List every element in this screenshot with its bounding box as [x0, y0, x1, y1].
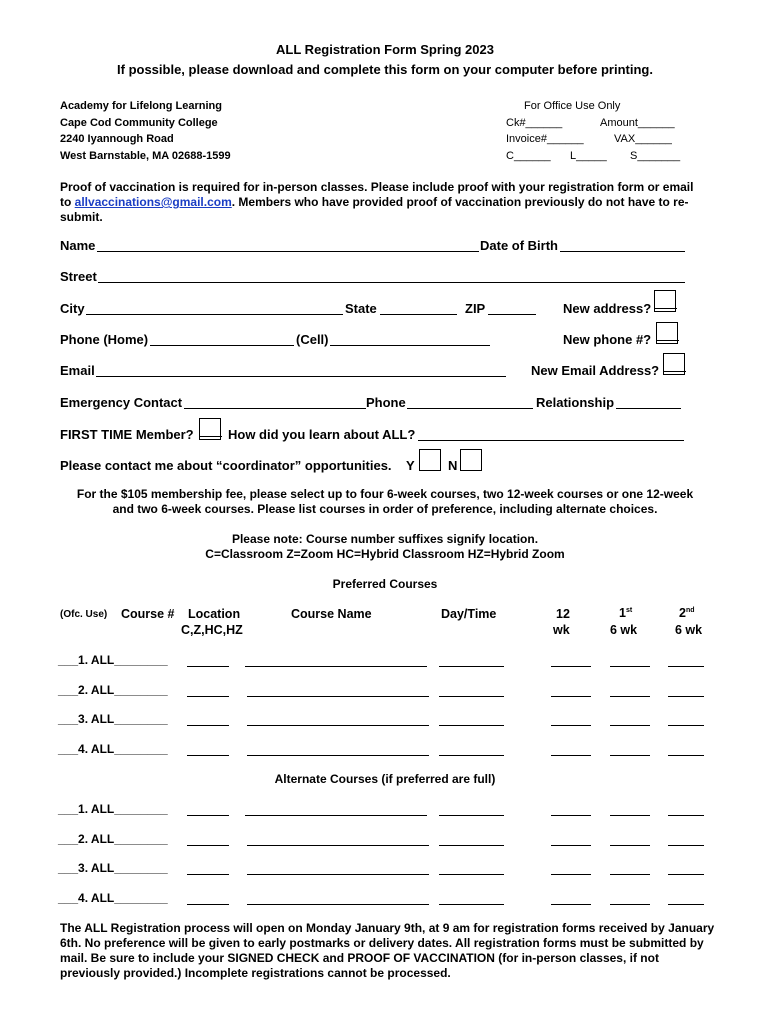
preferred-course-row [58, 712, 706, 728]
coordinator-yes-checkbox[interactable] [419, 449, 441, 471]
note-line-1: Please note: Course number suffixes signify location. [231, 532, 539, 546]
phone-home-label: Phone (Home) [60, 332, 149, 347]
col-1st-6wk: 6 wk [610, 623, 638, 637]
relationship-label: Relationship [536, 395, 615, 410]
dob-label: Date of Birth [480, 238, 558, 253]
course-name-input[interactable] [247, 755, 429, 756]
col-1st: 1st [619, 606, 633, 620]
twelve-wk-input[interactable] [551, 725, 591, 726]
day-time-input[interactable] [439, 904, 504, 905]
twelve-wk-input[interactable] [551, 666, 591, 667]
second-6wk-input[interactable] [668, 666, 704, 667]
name-input[interactable] [97, 238, 479, 252]
col-day-time: Day/Time [441, 607, 497, 621]
location-input[interactable] [187, 696, 229, 697]
phone-row [60, 332, 685, 352]
office-invoice: Invoice#______ [506, 133, 584, 145]
first-6wk-input[interactable] [610, 815, 650, 816]
course-row-label: ___1. ALL________ [58, 653, 168, 667]
relationship-input[interactable] [616, 395, 681, 409]
day-time-input[interactable] [439, 815, 504, 816]
new-phone-label: New phone #? [563, 332, 652, 347]
vaccination-text: Proof of vaccination is required for in-person classes. Please include proof with your registration form or email to [60, 180, 694, 209]
preferred-course-row [58, 653, 706, 669]
course-name-input[interactable] [247, 874, 429, 875]
first-6wk-input[interactable] [610, 904, 650, 905]
name-label: Name [60, 238, 96, 253]
email-label: Email [60, 363, 95, 378]
city-input[interactable] [86, 301, 343, 315]
location-input[interactable] [187, 666, 229, 667]
dob-input[interactable] [560, 238, 685, 252]
office-amount: Amount______ [600, 116, 675, 129]
twelve-wk-input[interactable] [551, 845, 591, 846]
zip-label: ZIP [465, 301, 486, 316]
coordinator-row [60, 458, 685, 478]
first-time-checkbox[interactable] [199, 418, 221, 440]
col-location: Location [188, 607, 241, 621]
second-6wk-input[interactable] [668, 755, 704, 756]
address-block [60, 98, 231, 164]
coordinator-no-checkbox[interactable] [460, 449, 482, 471]
course-row-label: ___3. ALL________ [58, 861, 168, 875]
first-time-row [60, 427, 685, 447]
emergency-phone-input[interactable] [407, 395, 533, 409]
street-input[interactable] [98, 269, 685, 283]
twelve-wk-input[interactable] [551, 755, 591, 756]
address-line: Academy for Lifelong Learning [60, 100, 222, 112]
alternate-course-row [58, 802, 706, 818]
email-row [60, 363, 685, 383]
second-6wk-input[interactable] [668, 874, 704, 875]
course-row-label: ___1. ALL________ [58, 802, 168, 816]
yes-label: Y [406, 458, 415, 473]
state-input[interactable] [380, 301, 457, 315]
office-c: C______ [506, 149, 551, 162]
day-time-input[interactable] [439, 755, 504, 756]
coordinator-label: Please contact me about “coordinator” opportunities. [60, 458, 392, 473]
street-label: Street [60, 269, 97, 284]
course-name-input[interactable] [247, 696, 429, 697]
form-title: ALL Registration Form Spring 2023 [276, 42, 494, 57]
course-row-label: ___2. ALL________ [58, 832, 168, 846]
day-time-input[interactable] [439, 725, 504, 726]
alternate-courses-title: Alternate Courses (if preferred are full) [274, 772, 496, 786]
twelve-wk-input[interactable] [551, 696, 591, 697]
course-row-label: ___4. ALL________ [58, 891, 168, 905]
how-learn-input[interactable] [418, 427, 684, 441]
col-2nd-6wk: 6 wk [675, 623, 703, 637]
course-row-label: ___4. ALL________ [58, 742, 168, 756]
first-6wk-input[interactable] [610, 874, 650, 875]
col-course-number: Course # [121, 607, 175, 621]
city-label: City [60, 301, 85, 316]
city-row [60, 301, 685, 321]
preferred-courses-title: Preferred Courses [332, 577, 438, 591]
vaccination-text-end: . Members who have provided proof of vaccination previously do not have to re-submit. [60, 195, 689, 224]
form-subtitle: If possible, please download and complete this form on your computer before printing. [117, 62, 653, 77]
alternate-course-row [58, 832, 706, 848]
office-l: L_____ [570, 149, 607, 162]
cell-label: (Cell) [296, 332, 329, 347]
location-input[interactable] [187, 725, 229, 726]
col-location-codes: C,Z,HC,HZ [181, 623, 243, 637]
note-line-2: C=Classroom Z=Zoom HC=Hybrid Classroom HZ=Hybrid Zoom [205, 547, 565, 561]
new-address-label: New address? [563, 301, 652, 316]
first-time-label: FIRST TIME Member? [60, 427, 194, 442]
office-ck: Ck#______ [506, 116, 563, 129]
emergency-row [60, 395, 685, 415]
address-line: West Barnstable, MA 02688-1599 [60, 149, 231, 162]
preferred-course-row [58, 742, 706, 758]
col-ofc-use: (Ofc. Use) [60, 609, 108, 620]
phone-home-input[interactable] [150, 332, 294, 346]
second-6wk-input[interactable] [668, 725, 704, 726]
col-12: 12 [556, 607, 570, 621]
twelve-wk-input[interactable] [551, 815, 591, 816]
course-name-input[interactable] [247, 725, 429, 726]
first-6wk-input[interactable] [610, 725, 650, 726]
col-course-name: Course Name [291, 607, 372, 621]
location-input[interactable] [187, 815, 229, 816]
zip-input[interactable] [488, 301, 536, 315]
course-row-label: ___3. ALL________ [58, 712, 168, 726]
second-6wk-input[interactable] [668, 845, 704, 846]
day-time-input[interactable] [439, 696, 504, 697]
location-input[interactable] [187, 874, 229, 875]
vaccination-notice [60, 180, 700, 225]
vaccination-email-link[interactable]: allvaccinations@gmail.com [74, 195, 232, 209]
twelve-wk-input[interactable] [551, 874, 591, 875]
second-6wk-input[interactable] [668, 696, 704, 697]
alternate-course-row [58, 861, 706, 877]
emergency-phone-label: Phone [366, 395, 406, 410]
email-input[interactable] [96, 363, 506, 377]
how-learn-label: How did you learn about ALL? [228, 427, 416, 442]
day-time-input[interactable] [439, 874, 504, 875]
name-row [60, 238, 685, 258]
location-input[interactable] [187, 904, 229, 905]
second-6wk-input[interactable] [668, 904, 704, 905]
alternate-course-row [58, 891, 706, 907]
second-6wk-input[interactable] [668, 815, 704, 816]
new-phone-checkbox[interactable] [656, 322, 678, 344]
first-6wk-input[interactable] [610, 755, 650, 756]
state-label: State [345, 301, 377, 316]
preferred-course-row [58, 683, 706, 699]
address-line: Cape Cod Community College [60, 116, 218, 129]
day-time-input[interactable] [439, 845, 504, 846]
col-2nd: 2nd [679, 606, 695, 620]
course-name-input[interactable] [245, 666, 427, 667]
office-vax: VAX______ [614, 133, 672, 145]
day-time-input[interactable] [439, 666, 504, 667]
first-6wk-input[interactable] [610, 845, 650, 846]
col-12-wk: wk [553, 623, 570, 637]
first-6wk-input[interactable] [610, 696, 650, 697]
course-name-input[interactable] [247, 904, 429, 905]
new-email-label: New Email Address? [531, 363, 660, 378]
location-input[interactable] [187, 845, 229, 846]
course-row-label: ___2. ALL________ [58, 683, 168, 697]
street-row [60, 269, 685, 289]
course-name-input[interactable] [245, 815, 427, 816]
new-email-checkbox[interactable] [663, 353, 685, 375]
emergency-input[interactable] [184, 395, 366, 409]
cell-input[interactable] [330, 332, 490, 346]
new-address-checkbox[interactable] [654, 290, 676, 312]
registration-footer-notice: The ALL Registration process will open on Monday January 9th, at 9 am for registration forms received by January 6th. No preference will be given to early postmarks or delivery dates. All registration forms must be submitted by mail. Be sure to include your SIGNED CHECK and PROOF OF VACCINATION (for in-person classes, if not previously provided.) Incomplete registrations cannot be processed. [60, 921, 715, 980]
office-use-title: For Office Use Only [524, 100, 621, 112]
membership-line-1: For the $105 membership fee, please select up to four 6-week courses, two 12-week courses or one 12-week [76, 487, 694, 501]
location-input[interactable] [187, 755, 229, 756]
course-name-input[interactable] [247, 845, 429, 846]
address-line: 2240 Iyannough Road [60, 133, 174, 145]
membership-line-2: and two 6-week courses. Please list courses in order of preference, including alternate choices. [112, 502, 658, 516]
first-6wk-input[interactable] [610, 666, 650, 667]
no-label: N [448, 458, 458, 473]
emergency-label: Emergency Contact [60, 395, 183, 410]
twelve-wk-input[interactable] [551, 904, 591, 905]
office-s: S_______ [630, 149, 681, 162]
